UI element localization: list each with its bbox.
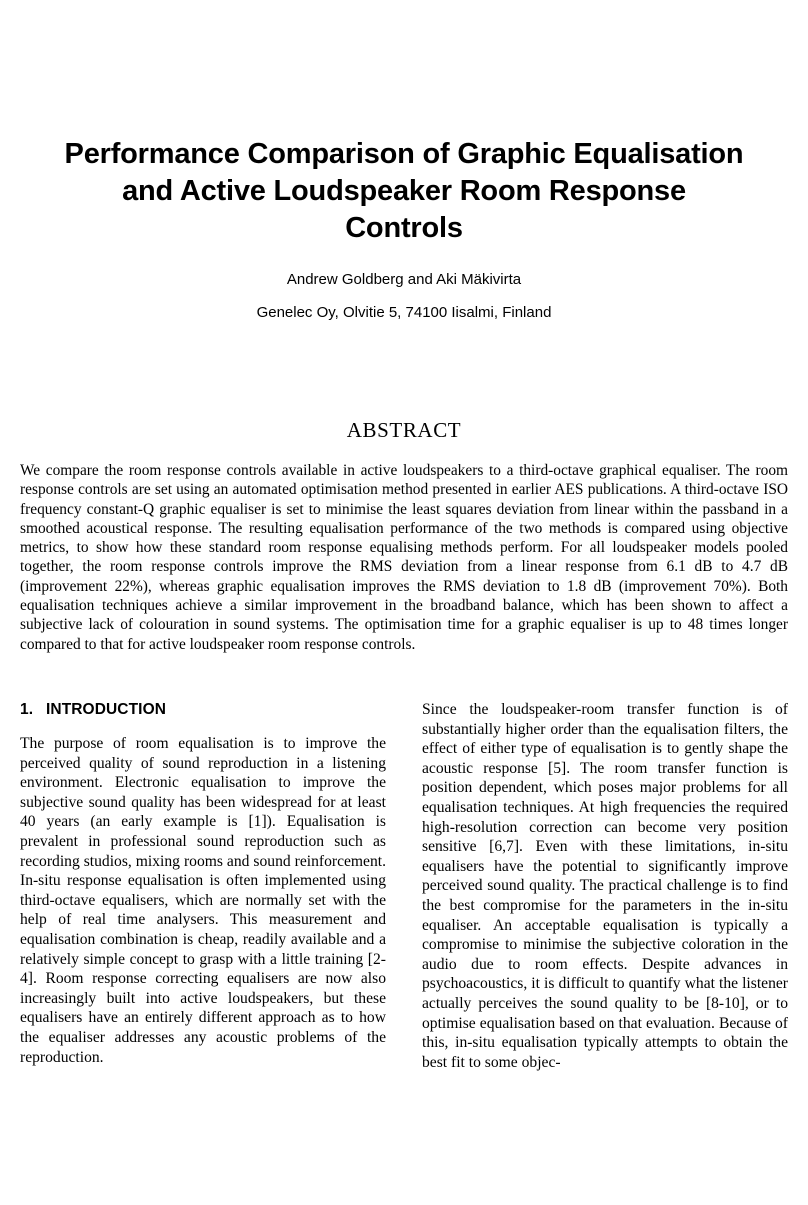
column-left — [20, 700, 386, 1067]
page-title: Performance Comparison of Graphic Equalisation and Active Loudspeaker Room Response Controls — [64, 138, 744, 244]
abstract-body: We compare the room response controls available in active loudspeakers to a third-octave graphical equaliser. The room response controls are set using an automated optimisation method presented in earlier AES publications. A third-octave ISO frequency constant-Q graphic equaliser is set to minimise the least squares deviation from linear within the passband in a smoothed acoustical response. The resulting equalisation performance of the two methods is compared using objective metrics, to show how these standard room response equalising methods perform. For all loudspeaker models pooled together, the room response controls improve the RMS deviation from a linear response from 6.1 dB to 4.7 dB (improvement 22%), whereas graphic equalisation improves the RMS deviation to 1.8 dB (improvement 70%). Both equalisation techniques achieve a similar improvement in the broadband balance, which has been shown to affect a subjective lack of colouration in sound systems. The optimisation time for a graphic equaliser is up to 48 times longer compared to that for active loudspeaker room response controls. — [20, 462, 788, 653]
affiliation-line: Genelec Oy, Olvitie 5, 74100 Iisalmi, Finland — [256, 304, 552, 321]
column-right — [422, 700, 788, 1072]
title-block — [60, 136, 748, 247]
section-heading-introduction — [20, 700, 386, 720]
section-title: INTRODUCTION — [46, 701, 167, 718]
paragraph-introduction-right: Since the loudspeaker-room transfer function is of substantially higher order than the equalisation filters, the effect of either type of equalisation is to gently shape the acoustic response [5]. The room transfer function is position dependent, which poses major problems for all equalisation techniques. At high frequencies the required high-resolution correction can become very position sensitive [6,7]. Even with these limitations, in-situ equalisers have the potential to significantly improve perceived sound quality. The practical challenge is to find the best compromise for the parameters in the in-situ equaliser. An acceptable equalisation is typically a compromise to minimise the subjective coloration in the audio due to room effects. Despite advances in psychoacoustics, it is difficult to quantify what the listener actually perceives the sound quality to be [8-10], or to optimise equalisation based on that evaluation. Because of this, in-situ equalisation typically attempts to obtain the best fit to some objec- — [422, 701, 788, 1071]
paragraph-introduction-left: The purpose of room equalisation is to improve the perceived quality of sound reproduction in a listening environment. Electronic equalisation to improve the subjective sound quality has been widespread for at least 40 years (an early example is [1]). Equalisation is prevalent in professional sound reproduction such as recording studios, mixing rooms and sound reinforcement. In-situ response equalisation is often implemented using third-octave equalisers, which are normally set with the help of real time analysers. This measurement and equalisation combination is cheap, readily available and a relatively simple concept to grasp with a little training [2-4]. Room response correcting equalisers are now also increasingly built into active loudspeakers, but these equalisers have an entirely different approach as to how the equaliser addresses any acoustic problems of the reproduction. — [20, 735, 386, 1066]
abstract-heading: ABSTRACT — [346, 418, 462, 442]
section-number: 1. — [20, 701, 34, 718]
author-list: Andrew Goldberg and Aki Mäkivirta — [286, 271, 522, 288]
two-column-body — [20, 700, 790, 1100]
